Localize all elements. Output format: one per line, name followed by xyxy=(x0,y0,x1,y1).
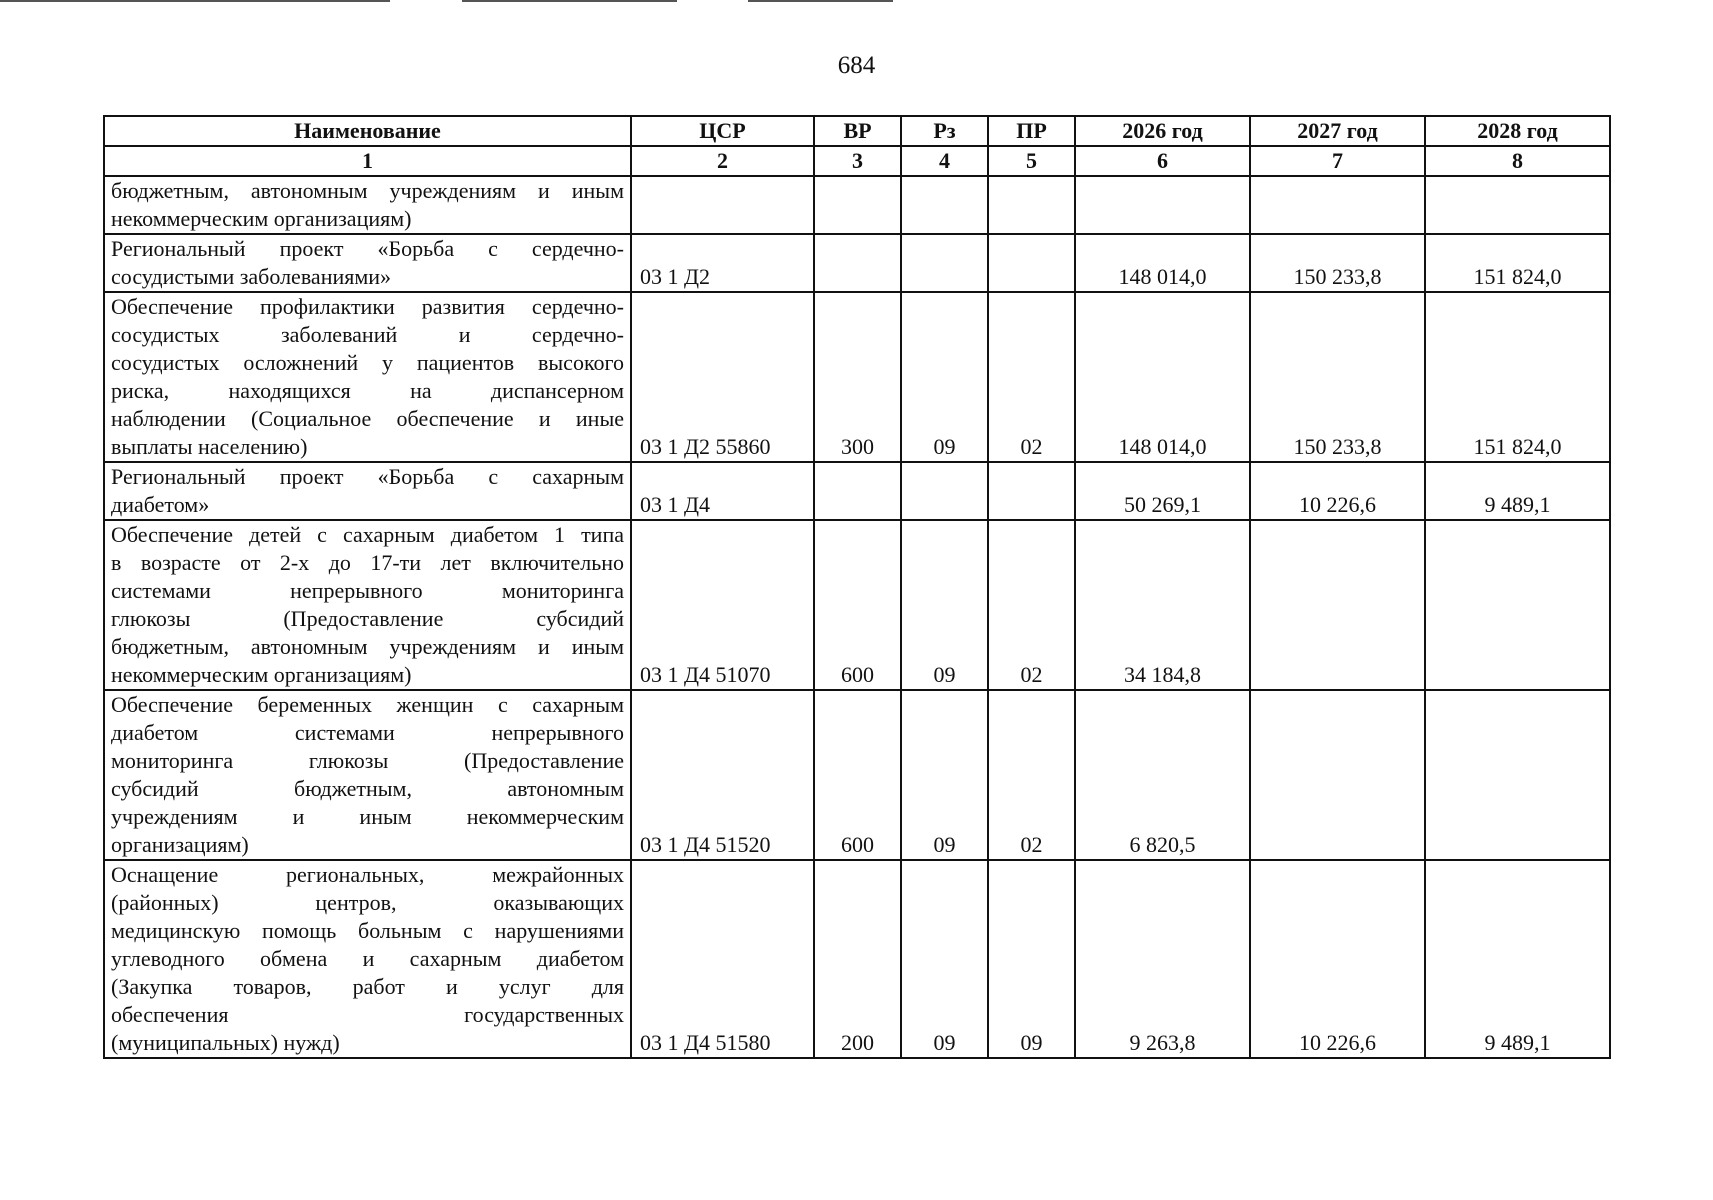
header-vr: ВР xyxy=(814,116,901,146)
amount-2028-cell xyxy=(1425,690,1610,860)
amount-2026-cell: 148 014,0 xyxy=(1075,292,1250,462)
item-name-cell xyxy=(104,462,631,520)
vr-cell xyxy=(814,234,901,292)
item-name-line: диабетом» xyxy=(111,492,210,517)
item-name-line: риска, находящихся на диспансерном xyxy=(111,378,624,403)
item-name-line: сосудистыми заболеваниями» xyxy=(111,264,392,289)
item-name-line: организациям) xyxy=(111,832,249,857)
column-number: 4 xyxy=(901,146,988,176)
pr-cell xyxy=(988,176,1075,234)
vr-cell: 200 xyxy=(814,860,901,1058)
header-row xyxy=(104,116,1610,146)
table-row xyxy=(104,176,1610,234)
column-number: 2 xyxy=(631,146,814,176)
amount-2027-cell: 10 226,6 xyxy=(1250,462,1425,520)
scan-edge-line xyxy=(748,0,893,2)
item-name-cell xyxy=(104,860,631,1058)
amount-2028-cell: 9 489,1 xyxy=(1425,462,1610,520)
amount-2027-cell: 150 233,8 xyxy=(1250,234,1425,292)
header-2026: 2026 год xyxy=(1075,116,1250,146)
item-name-line: Региональный проект «Борьба с сахарным xyxy=(111,464,624,489)
table-row xyxy=(104,520,1610,690)
item-name-line: субсидий бюджетным, автономным xyxy=(111,776,624,801)
rz-cell: 09 xyxy=(901,292,988,462)
item-name-line: (муниципальных) нужд) xyxy=(111,1030,340,1055)
item-name-line: (Закупка товаров, работ и услуг для xyxy=(111,974,624,999)
item-name-line: Региональный проект «Борьба с сердечно- xyxy=(111,236,624,261)
amount-2027-cell xyxy=(1250,176,1425,234)
csr-cell xyxy=(631,176,814,234)
vr-cell: 600 xyxy=(814,690,901,860)
amount-2028-cell: 151 824,0 xyxy=(1425,234,1610,292)
header-name: Наименование xyxy=(104,116,631,146)
column-number: 6 xyxy=(1075,146,1250,176)
item-name-line: Обеспечение профилактики развития сердечно- xyxy=(111,294,624,319)
header-2027: 2027 год xyxy=(1250,116,1425,146)
item-name-line: обеспечения государственных xyxy=(111,1002,624,1027)
rz-cell: 09 xyxy=(901,520,988,690)
scan-edge-line xyxy=(462,0,677,2)
item-name-line: системами непрерывного мониторинга xyxy=(111,578,624,603)
table-row xyxy=(104,292,1610,462)
amount-2028-cell xyxy=(1425,176,1610,234)
column-number-row xyxy=(104,146,1610,176)
amount-2026-cell: 148 014,0 xyxy=(1075,234,1250,292)
pr-cell: 02 xyxy=(988,520,1075,690)
rz-cell xyxy=(901,462,988,520)
amount-2026-cell: 34 184,8 xyxy=(1075,520,1250,690)
csr-cell: 03 1 Д4 51070 xyxy=(631,520,814,690)
column-number: 7 xyxy=(1250,146,1425,176)
pr-cell xyxy=(988,462,1075,520)
amount-2026-cell: 9 263,8 xyxy=(1075,860,1250,1058)
csr-cell: 03 1 Д2 xyxy=(631,234,814,292)
header-2028: 2028 год xyxy=(1425,116,1610,146)
header-rz: Рз xyxy=(901,116,988,146)
amount-2027-cell: 150 233,8 xyxy=(1250,292,1425,462)
item-name-line: учреждениям и иным некоммерческим xyxy=(111,804,624,829)
item-name-line: бюджетным, автономным учреждениям и иным xyxy=(111,178,624,203)
table-body xyxy=(104,176,1610,1058)
pr-cell: 09 xyxy=(988,860,1075,1058)
item-name-cell xyxy=(104,292,631,462)
item-name-line: бюджетным, автономным учреждениям и иным xyxy=(111,634,624,659)
item-name-cell xyxy=(104,520,631,690)
page-number: 684 xyxy=(837,52,876,79)
item-name-cell xyxy=(104,690,631,860)
vr-cell: 300 xyxy=(814,292,901,462)
header-csr: ЦСР xyxy=(631,116,814,146)
csr-cell: 03 1 Д4 51580 xyxy=(631,860,814,1058)
item-name-line: Обеспечение беременных женщин с сахарным xyxy=(111,692,624,717)
vr-cell xyxy=(814,176,901,234)
item-name-line: медицинскую помощь больным с нарушениями xyxy=(111,918,624,943)
amount-2026-cell: 6 820,5 xyxy=(1075,690,1250,860)
item-name-line: выплаты населению) xyxy=(111,434,308,459)
amount-2027-cell xyxy=(1250,520,1425,690)
rz-cell xyxy=(901,234,988,292)
amount-2028-cell: 9 489,1 xyxy=(1425,860,1610,1058)
budget-table xyxy=(103,115,1611,1059)
amount-2026-cell xyxy=(1075,176,1250,234)
amount-2028-cell: 151 824,0 xyxy=(1425,292,1610,462)
item-name-line: наблюдении (Социальное обеспечение и иные xyxy=(111,406,624,431)
item-name-line: глюкозы (Предоставление субсидий xyxy=(111,606,624,631)
rz-cell: 09 xyxy=(901,860,988,1058)
item-name-line: некоммерческим организациям) xyxy=(111,662,412,687)
pr-cell: 02 xyxy=(988,292,1075,462)
item-name-line: в возрасте от 2-х до 17-ти лет включительно xyxy=(111,550,624,575)
amount-2028-cell xyxy=(1425,520,1610,690)
column-number: 5 xyxy=(988,146,1075,176)
rz-cell: 09 xyxy=(901,690,988,860)
item-name-cell xyxy=(104,234,631,292)
scan-edge-line xyxy=(0,0,390,2)
item-name-line: Оснащение региональных, межрайонных xyxy=(111,862,624,887)
amount-2026-cell: 50 269,1 xyxy=(1075,462,1250,520)
column-number: 8 xyxy=(1425,146,1610,176)
csr-cell: 03 1 Д4 51520 xyxy=(631,690,814,860)
column-number: 1 xyxy=(104,146,631,176)
vr-cell: 600 xyxy=(814,520,901,690)
item-name-line: Обеспечение детей с сахарным диабетом 1 типа xyxy=(111,522,624,547)
item-name-line: диабетом системами непрерывного xyxy=(111,720,624,745)
amount-2027-cell xyxy=(1250,690,1425,860)
item-name-line: сосудистых заболеваний и сердечно- xyxy=(111,322,624,347)
amount-2027-cell: 10 226,6 xyxy=(1250,860,1425,1058)
item-name-line: (районных) центров, оказывающих xyxy=(111,890,624,915)
pr-cell xyxy=(988,234,1075,292)
csr-cell: 03 1 Д2 55860 xyxy=(631,292,814,462)
item-name-line: углеводного обмена и сахарным диабетом xyxy=(111,946,624,971)
pr-cell: 02 xyxy=(988,690,1075,860)
table-row xyxy=(104,462,1610,520)
item-name-line: мониторинга глюкозы (Предоставление xyxy=(111,748,624,773)
table-row xyxy=(104,690,1610,860)
item-name-line: некоммерческим организациям) xyxy=(111,206,412,231)
csr-cell: 03 1 Д4 xyxy=(631,462,814,520)
vr-cell xyxy=(814,462,901,520)
item-name-line: сосудистых осложнений у пациентов высокого xyxy=(111,350,624,375)
table-row xyxy=(104,860,1610,1058)
item-name-cell xyxy=(104,176,631,234)
header-pr: ПР xyxy=(988,116,1075,146)
column-number: 3 xyxy=(814,146,901,176)
table-row xyxy=(104,234,1610,292)
rz-cell xyxy=(901,176,988,234)
